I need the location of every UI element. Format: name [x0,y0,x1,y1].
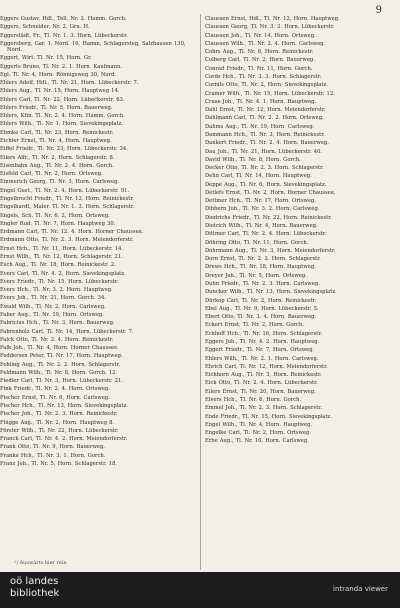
directory-entry: Claussen Joh., Tl. Nr. 14, Horn. Ortsweg. [205,32,316,39]
viewer-label[interactable]: intranda viewer [333,585,388,593]
directory-entry: Ebel Aug., Tl. Nr. 9, Horn. Lübeckerstr. 5. [205,305,319,312]
directory-entry: Fahrenholz Carl, Tl. Nr. 14, Horn. Lübeckerstr. 7. [0,328,134,335]
directory-entry: Duhn Friedr., Tl. Nr. 2. 3. Horn. Carlsweg. [205,281,320,287]
logo-line-2: bibliothek [10,588,60,599]
directory-entry: Eggert, Wirt. Tl. Nr. 15, Horn. Gr. [0,55,92,62]
directory-entry: Dammann Hch., Tl. Nr. 3, Horn. Reinickestr. [205,131,325,138]
directory-entry: Cornils Otto, Tl. Nr. 2, Horn. Sievekingsplatz. [205,82,328,89]
directory-entry: Erdmann Carl, Tl. Nr. 12. 4. Horn. Horner Chaussee. [0,229,144,236]
directory-entry: Detlefs Ernst, Tl. Nr. 2, Horn. Horner Chaussee. [205,189,336,196]
directory-entry: Engel Gust., Tl. Nr. 2. 4. Horn. Lübeckerstr. 91. [0,187,130,194]
directory-entry: Ehlers Wilh., Tl. Nr. 1. Horn. Sievekingsplatz. [0,121,123,128]
directory-entry: Deppe Aug., Tl. Nr. 6, Horn. Sievekingsplatz. [205,181,327,188]
directory-entry: Fischer Joh., Tl. Nr. 2. 3. Horn. Reinickestr. [0,411,118,418]
directory-entry: Ehmke Carl, Tl. Nr. 23, Horn. Reinickestr. [0,129,114,136]
directory-entry: Dahlmann Carl, Tl. Nr. 2. 2. Horn. Ortsweg. [205,115,324,122]
directory-entry: Claussen Wilh., Tl. Nr. 2. 4. Horn. Carlsweg. [205,40,326,47]
directory-entry: Eggerts Bruno, Tl. Nr. 2. 1. Horn. Kaufmann. [0,63,122,70]
directory-entry: Ehlers, Kfm. Tl. Nr. 2. 4. Horn. Hamm. Gorch. [0,113,125,120]
logo-line-1: oö landes [10,576,59,587]
directory-entry: Ehlers Aug., Tl. Nr. 15, Horn. Hauptweg 14. [0,88,120,95]
directory-entry: Erbe Aug., Tl. Nr. 10, Horn. Carlsweg. [205,438,309,445]
viewer-footer [0,572,400,608]
directory-entry: Franke Hch., Tl. Nr. 3. 1. Horn. Gorch. [0,452,106,459]
directory-entry: Emmerich Georg, Tl. Nr. 3, Horn. Carlsweg. [0,179,120,186]
directory-entry: Ende Friedr., Tl. Nr. 15, Horn. Sievekingsplatz. [205,413,332,420]
directory-entry: Dreyer Joh., Tl. Nr. 5, Horn. Ortsweg. [205,272,307,279]
directory-entry: Eichhorn Aug., Tl. Nr. 3, Horn. Reinickestr. [205,372,322,379]
column-divider [200,14,201,570]
directory-entry: Fabricius Hch., Tl. Nr. 3, Horn. Bauerweg. [0,320,115,327]
directory-entry: Esch Aug., Tl. Nr. 18, Horn. Reinickestr. 2. [0,262,116,269]
directory-entry: Eichler Ernst, Tl. Nr. 4, Horn. Hauptweg. [0,138,112,145]
directory-entry: Egl. Tl. Nr. 4, Horn. Rönnigsweg 30, Nord. [0,71,116,78]
directory-entry: Ebert Otto, Tl. Nr. 3. 4. Horn. Bauerweg. [205,314,317,321]
directory-entry: Falck Otto, Tl. Nr. 2. 4. Horn. Reinickestr. [0,336,114,343]
directory-entry: Diedrichs Friedr., Tl. Nr. 22, Horn. Reinickestr. [205,214,332,221]
directory-entry: Dorn Ernst, Tl. Nr. 2. 2. Horn. Schlagerstr. [205,256,321,263]
directory-entry: Eggert Friedr., Tl. Nr. 7, Horn. Ortsweg. [205,347,315,354]
directory-entry: Evers Hch., Tl. Nr. 3. 2. Horn. Hauptweg. [0,287,113,294]
directory-entry: Claussen Ernst, Hdl., Tl. Nr. 12, Horn. Hauptweg. [205,16,340,22]
directory-entry: Eggers Gustav, Hdl., Tell. Nr. 2. Hamm. Gorch. [0,16,127,22]
directory-entry: Ernst Wilh., Tl. Nr. 12, Horn. Schlagerstr. 21. [0,253,123,260]
directory-entry: Feddersen Peter, Tl. Nr. 17, Horn. Hauptweg. [0,353,123,360]
directory-entry: Eckhoff Hch., Tl. Nr. 16, Horn. Schlagerstr. [205,330,322,337]
directory-entry: Ehlers Wilh., Tl. Nr. 2. 1. Horn. Carlsweg. [205,355,319,362]
directory-entry: Eick Otto, Tl. Nr. 2. 4. Horn. Lübeckerstr. [205,380,318,387]
directory-entry: Dohrmann Aug., Tl. Nr. 3, Horn. Meiendorferstr. [205,247,336,254]
directory-entry: Eisfeld Carl, Tl. Nr. 2, Horn. Ortsweg. [0,171,103,178]
directory-entry: Engel Wilh., Tl. Nr. 4, Horn. Hauptweg. [205,421,313,428]
directory-entry: Colberg Carl, Tl. Nr. 2, Horn. Bauerweg. [205,57,315,64]
directory-entry: Faber Aug., Tl. Nr. 19, Horn. Ortsweg. [0,311,104,318]
directory-entry: Decker Otto, Tl. Nr. 2. 3. Horn. Schlagerstr. [205,165,324,172]
directory-entry: Fiedler Carl, Tl. Nr. 3, Horn. Lübeckerstr. 21. [0,378,124,385]
directory-entry: Engelbrecht Friedr., Tl. Nr. 12, Horn. Reinickestr. [0,196,134,202]
directory-entry: Engelke Carl, Tl. Nr. 2, Horn. Ortsweg. [205,430,312,437]
directory-entry: Fehling Aug., Tl. Nr. 2. 2. Horn. Schlagerstr. [0,361,121,368]
directory-entry: Cramer Wilh., Tl. Nr. 15, Horn. Lübeckerstr. 12. [205,90,335,97]
directory-entry: Dahms Aug., Tl. Nr. 19, Horn. Carlsweg. [205,123,315,130]
directory-entry: Ewald Wilh., Tl. Nr. 2, Horn. Carlsweg. [0,303,106,310]
directory-entry: Ernst Hch., Tl. Nr. 11, Horn. Lübeckerstr. 14. [0,245,124,252]
directory-entry: Engelhardt, Maler. Tl. Nr. 1. 3. Horn. Schlagerstr. [0,204,135,211]
directory-entry: Ehlers Friedr., Tl. Nr. 5, Horn. Bauerweg. [0,104,113,111]
directory-entry: Fischer Ernst, Tl. Nr. 6, Horn. Carlsweg. [0,394,110,401]
directory-entry: Evers Joh., Tl. Nr. 21, Horn. Gorch. 34. [0,295,106,302]
directory-entry: Dittmer Carl, Tl. Nr. 2. 4. Horn. Lübeckerstr. [205,231,327,238]
directory-entry: Eckert Ernst, Tl. Nr. 2, Horn. Gorch. [205,322,304,329]
directory-entry: Eilers Alfr., Tl. Nr. 2, Horn. Schlagerstr. 8. [0,154,115,161]
directory-entry: Fink Friedr., Tl. Nr. 2. 4. Horn. Ortsweg. [0,386,110,393]
right-column [205,16,391,572]
directory-entry: Eggerstädt, Fr., Tl. Nr. 1. 3. Horn, Lübeckerstr. [0,32,128,39]
directory-entry: Eggers Joh., Tl. Nr. 4. 2. Horn. Hauptweg. [205,338,320,345]
directory-entry: Evers Friedr., Tl. Nr. 15, Horn. Lübeckerstr. [0,278,119,285]
directory-entry: Claussen Georg, Tl. Nr. 3. 2. Horn. Lübeckerstr. [205,24,335,31]
directory-entry: Feldmann Wilh., Tl. Nr. 8, Horn. Gorch. 12. [0,369,118,376]
directory-entry: Franck Carl, Tl. Nr. 4. 2. Horn. Meiendorferstr. [0,436,128,443]
directory-entry: Engler Rud. Tl. Nr. 7, Horn. Hauptweg 30. [0,220,116,227]
directory-entry: Dahl Ernst, Tl. Nr. 12, Horn. Meiendorferstr. [205,107,326,114]
directory-entry: Ehrich Carl, Tl. Nr. 12, Horn. Meiendorferstr. [205,363,328,370]
page-number: 9 [375,5,382,16]
directory-entry: Ehlers Adolf, Hdl., Tl. Nr. 21, Horn. Lübeckerstr. 7. [0,80,139,87]
directory-entry: Eggers, Schneider, Nr. 2. Gru. H. [0,24,90,31]
directory-entry: Förster Wilh., Tl. Nr. 22, Horn. Lübeckerstr. [0,427,119,434]
directory-entry: Frank Otto, Tl. Nr. 9, Horn. Bauerweg. [0,444,105,451]
directory-entry: Elvers Hch., Tl. Nr. 6, Horn. Gorch. [205,396,302,403]
directory-entry: Duncker Wilh., Tl. Nr. 13, Horn. Sievekingsplatz. [205,289,337,296]
directory-entry: David Wilh., Tl. Nr. 8, Horn. Gorch. [205,156,301,163]
directory-entry: Fischer Hch., Tl. Nr. 13, Horn. Sievekingsplatz. [0,403,128,410]
directory-entry: Drews Hch., Tl. Nr. 18, Horn. Hauptweg. [205,264,316,271]
directory-entry: Ehlers Carl, Tl. Nr. 22, Horn. Lübeckerstr. 63. [0,96,125,103]
directory-entry: Dankert Friedr., Tl. Nr. 2. 4. Horn. Bauerweg. [205,140,329,147]
directory-entry: Erdmann Otto, Tl. Nr. 2. 3. Horn. Meiendorferstr. [0,237,134,244]
directory-entry: Cruse Joh., Tl. Nr. 4. 1. Horn. Hauptweg. [205,98,317,105]
directory-entry: Dau Joh., Tl. Nr. 21, Horn. Lübeckerstr. 40. [205,148,323,155]
directory-entry: Eisenbahn Aug., Tl. Nr. 2. 4. Horn. Gorch. [0,162,114,169]
directory-entry: Dürkop Carl, Tl. Nr. 2, Horn. Reinickestr. [205,297,317,304]
left-column [0,16,196,572]
directory-entry: Engels, Sch. Tl. Nr. 6. 2, Horn. Ortsweg. [0,212,110,219]
directory-entry: Eiffel Friedr., Tl. Nr. 23, Horn. Lübeckerstr. 34. [0,146,128,153]
directory-entry: Cords Hch., Tl. Nr. 3. 3. Horn. Schlagerstr. [205,73,322,80]
directory-entry: Conrad Friedr., Tl. Nr. 11, Horn. Gorch. [205,65,313,72]
footnote: ¹) Auswärts hier rein [14,560,67,566]
directory-entry: Dettmer Hch., Tl. Nr. 17, Horn. Ortsweg. [205,198,317,205]
directory-entry: Falk Joh., Tl. Nr. 4, Horn. Horner Chaussee. [0,345,119,352]
directory-entry: Franz Joh., Tl. Nr. 5, Horn. Schlagerstr. 18. [0,461,118,467]
directory-entry: Dietrich Wilh., Tl. Nr. 4, Horn. Bauerweg. [205,223,318,230]
directory-entry: Döhring Otto, Tl. Nr. 11, Horn. Gorch. [205,239,309,246]
directory-entry: Cohrs Aug., Tl. Nr. 8, Horn. Reinickestr. [205,49,314,56]
directory-entry: Evers Carl, Tl. Nr. 4. 2, Horn. Sievekingsplatz. [0,270,126,277]
directory-entry: Flügge Aug., Tl. Nr. 2, Horn. Hauptweg 8. [0,419,115,426]
library-logo[interactable] [10,576,59,600]
directory-entry: Dibbern Joh., Tl. Nr. 3. 2. Horn. Carlsweg. [205,206,320,213]
directory-entry: Emmel Joh., Tl. Nr. 2. 3. Horn. Schlagerstr. [205,405,322,412]
directory-entry: Dehn Carl, Tl. Nr. 14, Horn. Hauptweg. [205,173,312,180]
directory-entry: Eilers Ernst, Tl. Nr. 20, Horn. Bauerweg. [205,388,316,395]
directory-entry: Eggersberg, Gar. 1. Nord. 16, Hamm, Schlagersteg, Salzhausen 130, Nord. [0,40,186,53]
